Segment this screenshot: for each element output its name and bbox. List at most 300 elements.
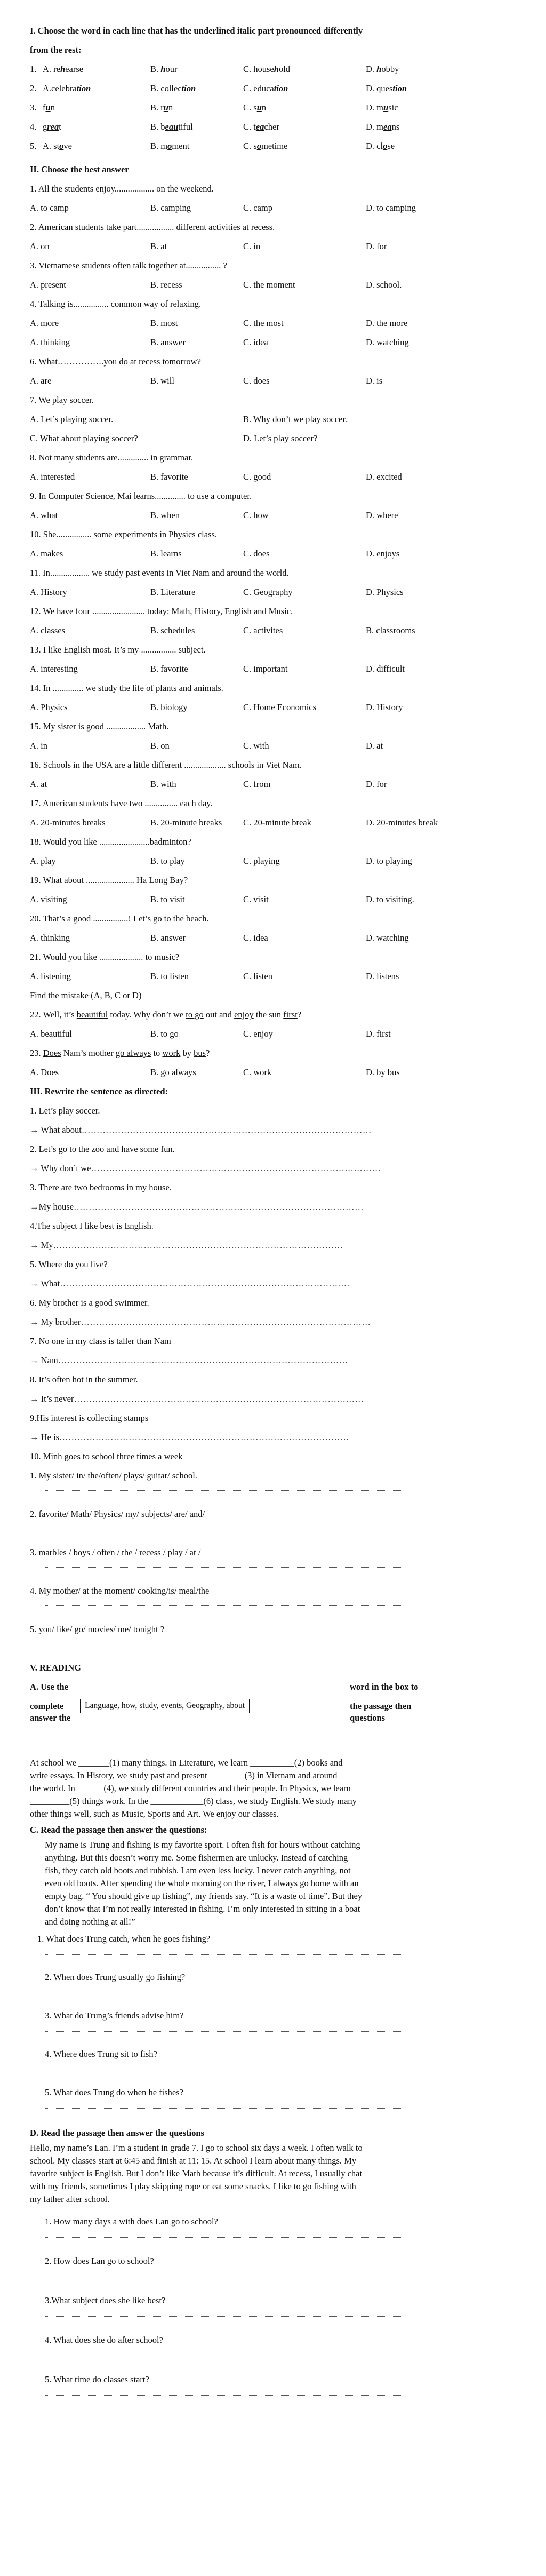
reorder-question: 4. My mother/ at the moment/ cooking/is/ meal/the [30,1586,210,1596]
answer-dots[interactable]: …………………………………………………………………………………… [81,1125,372,1135]
q7-option-b: B. Why don’t we play soccer. [243,414,348,424]
text-part: ? [297,1009,302,1020]
underlined-part: u [45,102,51,113]
q14o-option-2: C. Home Economics [243,702,317,712]
q21o-option-2: C. listen [243,971,273,981]
reading-a-right: word in the box to [350,1682,419,1692]
question-q8: 8. Not many students are.............. in grammar. [30,452,194,463]
answer-dots[interactable]: …………………………………………………………………………………… [74,1202,364,1212]
reading-c-question: 3. What do Trung’s friends advise him? [45,2010,184,2021]
text-part: C. house [243,64,274,74]
q11o-option-1: B. Literature [150,587,196,597]
underlined-part: enjoy [234,1009,254,1020]
reading-c-question: 1. What does Trung catch, when he goes fishing? [37,1934,211,1944]
text-part: metime [261,141,288,151]
underlined-part: first [283,1009,298,1020]
underlined-part: eau [165,122,179,132]
q1o-option-3: D. to camping [366,203,416,213]
answer-dots[interactable]: …………………………………………………………………………………… [81,1317,371,1327]
q1o-option-2: C. camp [243,203,272,213]
passage-c-line: fish, they catch old boots and rubbish. I am even less lucky. I never catch anything, not [45,1865,351,1875]
passage-d-line: my father after school. [30,2194,110,2204]
q22-option-1: B. to go [150,1029,179,1039]
text-part: B. m [150,141,168,151]
q20o-option-1: B. answer [150,933,186,943]
passage-a-line: other things well, such as Music, Sports and Art. We enjoy our classes. [30,1809,279,1819]
question-q14: 14. In .............. we study the life of plants and animals. [30,683,223,693]
answer-line [45,1605,407,1606]
text-part: g [43,122,47,132]
q14o-option-3: D. History [366,702,403,712]
rewrite-answer-line [30,1202,542,1212]
text-part: our [165,64,178,74]
q6o-option-0: A. are [30,376,52,386]
row-number: 4. [30,122,37,132]
reading-d-title: D. Read the passage then answer the questions [30,2128,204,2138]
text-part: A.celebra [43,83,77,93]
q18o-option-3: D. to playing [366,856,412,866]
question-q18: 18. Would you like .......................badminton? [30,837,191,847]
rewrite-question: 6. My brother is a good swimmer. [30,1298,149,1308]
underlined-part: h [60,64,66,74]
reading-a-lead: A. Use the [30,1682,68,1692]
reading-c-title: C. Read the passage then answer the questions: [30,1825,207,1835]
text-part: 23. [30,1048,43,1058]
q22-option-3: D. first [366,1029,391,1039]
q16o-option-2: C. from [243,779,271,789]
reading-d-question: 5. What time do classes start? [45,2374,149,2384]
question-q12: 12. We have four ........................ today: Math, History, English and Music. [30,606,293,616]
reorder-question: 2. favorite/ Math/ Physics/ my/ subjects/ are/ and/ [30,1509,205,1519]
text-part: ns [391,122,400,132]
pron-option [150,83,196,94]
rewrite-prompt: → Nam [30,1355,58,1365]
answer-line [45,2031,407,2032]
question-q17: 17. American students have two ............... each day. [30,798,213,808]
q23-option-1: B. go always [150,1067,196,1077]
text-part: 22. Well, it’s [30,1009,77,1020]
q4b-option-2: C. idea [243,337,268,347]
underlined-part: o [383,141,388,151]
pron-option [243,122,279,132]
q20o-option-0: A. thinking [30,933,70,943]
row-number: 5. [30,141,37,151]
q13o-option-3: D. difficult [366,664,405,674]
text-part: to [151,1048,163,1058]
answer-line [45,1643,407,1644]
text-part: C. s [243,102,257,113]
answer-line [45,2316,407,2317]
pron-option [43,122,61,132]
text-part: by [180,1048,194,1058]
q23-option-2: C. work [243,1067,272,1077]
q11o-option-2: C. Geography [243,587,293,597]
answer-dots[interactable]: …………………………………………………………………………………… [74,1394,364,1404]
question-q6: 6. What…………….you do at recess tomorrow? [30,356,201,367]
answer-dots[interactable]: …………………………………………………………………………………… [58,1355,348,1365]
rewrite-question-10 [30,1451,542,1462]
underlined-part: h [274,64,279,74]
row-number: 3. [30,102,37,113]
q16o-option-1: B. with [150,779,176,789]
text-part: out and [203,1009,235,1020]
text-part: Nam’s mother [61,1048,116,1058]
rewrite-answer-line [30,1432,542,1443]
q20o-option-2: C. idea [243,933,268,943]
passage-d-line: school. My classes start at 6:45 and finish at 11: 15. At school I learn about many things. My [30,2156,357,2166]
question-q15: 15. My sister is good .................. Math. [30,721,169,732]
question-q13: 13. I like English most. It’s my ................ subject. [30,645,206,655]
text-part: se [387,141,395,151]
text-part: ment [172,141,190,151]
passage-c-line: empty bag. “ You should give up fishing”, my friends say. “It is a waste of time”. But they [45,1891,363,1901]
reorder-question: 5. you/ like/ go/ movies/ me/ tonight ? [30,1624,165,1634]
rewrite-question: 4.The subject I like best is English. [30,1221,154,1231]
reading-c-question: 5. What does Trung do when he fishes? [45,2087,184,2097]
q9o-option-2: C. how [243,510,269,520]
answer-line [45,2395,407,2396]
q7-option-a: A. Let’s playing soccer. [30,414,114,424]
text-part: C. s [243,141,257,151]
q4o-option-3: D. the more [366,318,408,328]
answer-dots[interactable]: …………………………………………………………………………………… [53,1240,343,1250]
underlined-part: rea [47,122,59,132]
text-part: D. m [366,102,383,113]
rewrite-answer-line [30,1394,542,1404]
q8o-option-1: B. favorite [150,472,188,482]
rewrite-answer-line [30,1125,542,1135]
underlined-part: three times a week [117,1451,183,1461]
q21o-option-1: B. to listen [150,971,189,981]
text-part: D. cl [366,141,383,151]
find-mistake-heading: Find the mistake (A, B, C or D) [30,990,142,1000]
q12o-option-1: B. schedules [150,625,195,635]
text-part: 10. Minh goes to school [30,1451,117,1461]
q6o-option-1: B. will [150,376,174,386]
pron-option [366,122,399,132]
passage-d-line: with my friends, sometimes I play skipping rope or eat some snacks. I like to go fishing with [30,2181,356,2191]
question-q10: 10. She................ some experiments in Physics class. [30,529,218,539]
q22-option-2: C. enjoy [243,1029,273,1039]
text-part: ve [63,141,72,151]
pron-option [366,102,398,113]
underlined-part: tion [181,83,196,93]
text-part: n [50,102,55,113]
reading-d-question: 2. How does Lan go to school? [45,2256,154,2266]
rewrite-question: 3. There are two bedrooms in my house. [30,1182,172,1192]
q10o-option-0: A. makes [30,548,63,559]
answer-line [45,2108,407,2109]
rewrite-question: 2. Let’s go to the zoo and have some fun. [30,1144,175,1154]
rewrite-prompt: → What about [30,1125,82,1135]
reading-a-r2: the passage then [350,1701,412,1711]
pron-option [366,83,407,94]
text-part: sic [388,102,398,113]
underlined-part: o [256,141,261,151]
q4b-option-1: B. answer [150,337,186,347]
pron-option [243,102,266,113]
text-part: t [59,122,61,132]
underlined-part: o [167,141,172,151]
text-part: tiful [178,122,193,132]
q17-option-0: A. 20-minutes breaks [30,817,106,828]
text-part: A. st [43,141,60,151]
underlined-part: go always [115,1048,151,1058]
text-part: n [168,102,173,113]
text-part: C. educa [243,83,274,93]
question-q2: 2. American students take part................. different activities at recess. [30,222,275,232]
q19o-option-2: C. visit [243,894,269,904]
text-part: obby [381,64,399,74]
answer-dots[interactable]: …………………………………………………………………………………… [59,1432,349,1442]
q8o-option-0: A. interested [30,472,75,482]
passage-a-line: write essays. In History, we study past and present ________(3) in Vietnam and around [30,1770,338,1780]
q12o-option-3: B. classrooms [366,625,415,635]
q22-option-0: A. beautiful [30,1029,72,1039]
text-part: B. b [150,122,165,132]
q19o-option-1: B. to visit [150,894,185,904]
q14o-option-0: A. Physics [30,702,68,712]
question-q4: 4. Talking is................ common way of relaxing. [30,299,202,309]
q12o-option-2: C. activites [243,625,283,635]
text-part: today. Why don’t we [108,1009,186,1020]
pron-option [150,102,173,113]
text-part: f [43,102,46,113]
q4o-option-0: A. more [30,318,59,328]
q11o-option-3: D. Physics [366,587,404,597]
passage-c-line: and doing nothing at all!” [45,1917,135,1927]
rewrite-prompt: → It’s never [30,1394,74,1404]
q17-option-1: B. 20-minute breaks [150,817,222,828]
q19o-option-3: D. to visiting. [366,894,414,904]
pron-option [150,64,177,75]
q10o-option-1: B. learns [150,548,182,559]
q9o-option-1: B. when [150,510,180,520]
text-part: A. re [43,64,60,74]
q4o-option-1: B. most [150,318,178,328]
reading-c-question: 4. Where does Trung sit to fish? [45,2049,157,2059]
underlined-part: ea [383,122,392,132]
underlined-part: h [376,64,382,74]
q9o-option-0: A. what [30,510,58,520]
q3o-option-1: B. recess [150,280,182,290]
underlined-part: tion [392,83,407,93]
q18o-option-2: C. playing [243,856,280,866]
passage-d-line: Hello, my name’s Lan. I’m a student in grade 7. I go to school six days a week. I often walk to [30,2143,363,2153]
pron-option [150,122,193,132]
pron-option [366,64,399,75]
q8o-option-3: D. excited [366,472,402,482]
q6o-option-3: D. is [366,376,383,386]
q6o-option-2: C. does [243,376,270,386]
row-number: 1. [30,64,37,74]
pron-option [43,141,72,152]
reading-a-r3: questions [350,1713,386,1723]
q4b-option-3: D. watching [366,337,409,347]
passage-a-line: _________(5) things work. In the ____________(6) class, we study English. We study many [30,1796,357,1806]
underlined-part: o [59,141,64,151]
text-part: n [261,102,267,113]
q16o-option-0: A. at [30,779,47,789]
reorder-question: 3. marbles / boys / often / the / recess / play / at / [30,1547,201,1557]
underlined-part: u [163,102,168,113]
q23-option-3: D. by bus [366,1067,400,1077]
section-1-title: I. Choose the word in each line that has the underlined italic part pronounced differently [30,26,363,36]
q9o-option-3: D. where [366,510,398,520]
pron-option [243,141,287,152]
passage-c-line: even old boots. After spending the whole morning on the river, I always go home with an [45,1878,359,1888]
underlined-part: u [383,102,389,113]
text-part: B. r [150,102,164,113]
text-part: B. collec [150,83,182,93]
rewrite-prompt: → What [30,1278,60,1289]
question-q16: 16. Schools in the USA are a little different ................... schools in Viet Nam. [30,760,302,770]
q7-option-c: C. What about playing soccer? [30,433,138,443]
q11o-option-0: A. History [30,587,67,597]
q13o-option-2: C. important [243,664,288,674]
q17-option-2: C. 20-minute break [243,817,311,828]
rewrite-prompt: → Why don’t we [30,1163,91,1173]
q21o-option-3: D. listens [366,971,399,981]
underlined-part: beautiful [76,1009,108,1020]
q16o-option-3: D. for [366,779,387,789]
rewrite-prompt: → My [30,1240,53,1250]
underlined-part: Does [43,1048,61,1058]
q1o-option-0: A. to camp [30,203,69,213]
rewrite-question: 5. Where do you live? [30,1259,108,1269]
q20o-option-3: D. watching [366,933,409,943]
passage-a-line: At school we _______(1) many things. In Literature, we learn __________(2) books and [30,1758,343,1768]
q15o-option-0: A. in [30,741,47,751]
question-q1: 1. All the students enjoy.................. on the weekend. [30,184,214,194]
q2o-option-3: D. for [366,241,387,251]
section-2-title: II. Choose the best answer [30,164,129,174]
underlined-part: ea [255,122,264,132]
rewrite-prompt: → He is [30,1432,59,1442]
answer-dots[interactable]: …………………………………………………………………………………… [60,1278,350,1289]
rewrite-answer-line [30,1355,542,1366]
rewrite-prompt: → My brother [30,1317,81,1327]
text-part: ? [206,1048,210,1058]
q21o-option-0: A. listening [30,971,71,981]
rewrite-question: 9.His interest is collecting stamps [30,1413,149,1423]
q15o-option-3: D. at [366,741,383,751]
text-part: C. t [243,122,256,132]
rewrite-prompt: →My house [30,1202,74,1212]
q4b-option-0: A. thinking [30,337,70,347]
answer-line [45,2276,407,2277]
q13o-option-1: B. favorite [150,664,188,674]
pron-option [43,64,83,75]
text-part: D. [366,64,377,74]
underlined-part: u [256,102,262,113]
q18o-option-0: A. play [30,856,56,866]
text-part: D. ques [366,83,393,93]
reading-d-question: 4. What does she do after school? [45,2335,163,2345]
underlined-part: to go [186,1009,204,1020]
question-q20: 20. That’s a good ................! Let’s go to the beach. [30,913,209,924]
question-q9: 9. In Computer Science, Mai learns.............. to use a computer. [30,491,252,501]
q2o-option-2: C. in [243,241,261,251]
answer-line [45,1567,407,1568]
row-number: 2. [30,83,37,93]
q1o-option-1: B. camping [150,203,191,213]
passage-c-line: anything. But this doesn’t worry me. Some fishermen are unlucky. Instead of catching [45,1853,348,1863]
reading-d-question: 3.What subject does she like best? [45,2295,166,2305]
reading-c-question: 2. When does Trung usually go fishing? [45,1972,186,1982]
pron-option [43,102,55,113]
question-q3: 3. Vietnamese students often talk together at................ ? [30,260,227,271]
text-part: the sun [253,1009,284,1020]
underlined-part: bus [194,1048,206,1058]
rewrite-answer-line [30,1240,542,1251]
q23-option-0: A. Does [30,1067,59,1077]
question-22 [30,1009,542,1020]
question-q11: 11. In.................. we study past events in Viet Nam and around the world. [30,568,289,578]
question-q21: 21. Would you like .................... to music? [30,952,180,962]
answer-dots[interactable]: …………………………………………………………………………………… [91,1163,381,1173]
answer-line [45,1490,407,1491]
q15o-option-2: C. with [243,741,269,751]
reading-d-question: 1. How many days a with does Lan go to school? [45,2216,218,2227]
q3o-option-2: C. the moment [243,280,295,290]
answer-line [45,2355,407,2356]
text-part: old [278,64,291,74]
underlined-part: work [162,1048,181,1058]
answer-line [45,2069,407,2070]
rewrite-question: 8. It’s often hot in the summer. [30,1374,138,1385]
passage-c-line: My name is Trung and fishing is my favorite sport. I often fish for hours without catching [45,1840,360,1850]
q19o-option-0: A. visiting [30,894,67,904]
rewrite-answer-line [30,1163,542,1174]
reading-a-l3: answer the [30,1713,71,1723]
answer-line [45,2237,407,2238]
section-3-title: III. Rewrite the sentence as directed: [30,1086,168,1096]
rewrite-question: 1. Let’s play soccer. [30,1106,100,1116]
pron-option [43,83,91,94]
q14o-option-1: B. biology [150,702,188,712]
q18o-option-1: B. to play [150,856,185,866]
underlined-part: h [160,64,166,74]
q13o-option-0: A. interesting [30,664,78,674]
q12o-option-0: A. classes [30,625,65,635]
question-q19: 19. What about ...................... Ha Long Bay? [30,875,188,885]
passage-d-line: favorite subject is English. But I don’t like Math because it’s difficult. At recess, I usually chat [30,2168,363,2179]
reorder-question: 1. My sister/ in/ the/often/ plays/ guitar/ school. [30,1470,197,1481]
q10o-option-2: C. does [243,548,270,559]
reading-a-l2: complete [30,1701,64,1711]
q2o-option-1: B. at [150,241,167,251]
q7-option-d: D. Let’s play soccer? [243,433,318,443]
pron-option [243,64,290,75]
passage-a-line: the world. In ______(4), we study different countries and their people. In Physics, we learn [30,1783,351,1793]
q17-option-3: D. 20-minutes break [366,817,438,828]
rewrite-answer-line [30,1278,542,1289]
question-23 [30,1048,542,1059]
question-q7: 7. We play soccer. [30,395,94,405]
underlined-part: tion [76,83,91,93]
q15o-option-1: B. on [150,741,170,751]
section-5-title: V. READING [30,1663,81,1673]
passage-c-line: don’t know that I’m not really interested in fishing. I’m only interested in sitting in a boat [45,1904,360,1914]
underlined-part: tion [274,83,288,93]
pron-option [366,141,395,152]
answer-line [45,1954,407,1955]
pron-option [243,83,288,94]
q3o-option-3: D. school. [366,280,402,290]
rewrite-question: 7. No one in my class is taller than Nam [30,1336,171,1346]
text-part: B. [150,64,161,74]
